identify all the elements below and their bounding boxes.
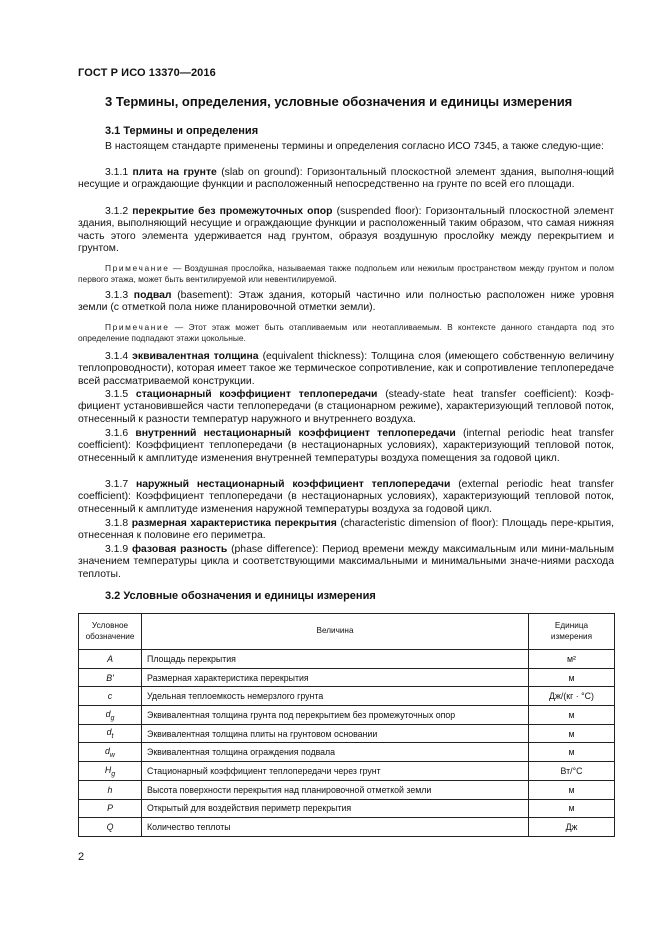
term-definition: Площадь пере-крытия, отнесенная к половине его периметра. xyxy=(78,518,615,542)
table-row xyxy=(79,780,615,799)
row-symbol xyxy=(79,668,142,687)
term-definition: Горизонтальный плоскостной элемент здания, выполняющий несущие и ограждающие функции и расположенный таким образом, что самая нижняя часть этого элемента удерживается над грунтом, образуя воздушную прослойку между перекрытием и грунтом. xyxy=(78,206,614,255)
term-number: 3.1.2 xyxy=(105,206,129,217)
table-row xyxy=(79,799,615,818)
symbol-main: Q xyxy=(106,822,114,833)
term-name: подвал xyxy=(133,290,172,301)
symbol-main: c xyxy=(107,691,113,702)
row-symbol xyxy=(79,799,142,818)
note-2 xyxy=(78,322,614,344)
symbol-main: d xyxy=(105,708,111,719)
term-definition: Толщина слоя (имеющего собственную величину теплопроводности), которая имеет такое же термическое сопротивление, как и сопротивление теплопередаче всей рассматриваемой конструкции. xyxy=(78,351,615,387)
term-definition: Коэффициент теплопередачи (в нестационарных условиях), характеризующий тепловой поток, отнесенный к амплитуде изменения внутренней температуры воздуха помещения за годовой цикл. xyxy=(78,440,614,464)
symbol-main: H xyxy=(104,764,112,775)
symbol-main: B' xyxy=(106,672,114,683)
term-name: перекрытие без промежуточных опор xyxy=(132,206,333,217)
table-row xyxy=(79,724,615,743)
row-description: Размерная характеристика перекрытия xyxy=(142,668,529,687)
symbol-subscript: g xyxy=(111,770,116,778)
table-row xyxy=(79,743,615,762)
term-3-1-7 xyxy=(78,479,614,516)
term-english: (external periodic heat transfer coefficient): xyxy=(78,479,614,503)
term-3-1-4 xyxy=(78,351,614,388)
row-symbol xyxy=(79,687,142,706)
row-description: Площадь перекрытия xyxy=(142,650,529,669)
term-number: 3.1.9 xyxy=(105,544,129,555)
page-number: 2 xyxy=(78,851,85,863)
symbol-subscript: w xyxy=(109,751,115,759)
row-description: Открытый для воздействия периметр перекрытия xyxy=(142,799,529,818)
row-description: Эквивалентная толщина ограждения подвала xyxy=(142,743,529,762)
note-label: Примечание xyxy=(105,322,170,332)
table-row xyxy=(79,762,615,781)
row-unit: м xyxy=(529,799,615,818)
row-description: Эквивалентная толщина грунта под перекрытием без промежуточных опор xyxy=(142,706,529,725)
table-row xyxy=(79,818,615,837)
term-name: фазовая разность xyxy=(131,544,228,555)
symbol-main: d xyxy=(105,745,110,756)
row-symbol xyxy=(79,706,142,725)
row-symbol xyxy=(79,724,142,743)
row-symbol xyxy=(79,743,142,762)
row-symbol xyxy=(79,780,142,799)
term-3-1-5 xyxy=(78,389,614,426)
term-english: (equivalent thickness): xyxy=(262,351,368,362)
row-unit: м² xyxy=(529,650,615,669)
term-3-1-2 xyxy=(78,206,614,256)
row-unit: Дж xyxy=(529,818,615,837)
document-header: ГОСТ Р ИСО 13370—2016 xyxy=(78,67,216,79)
term-number: 3.1.3 xyxy=(105,290,129,301)
term-number: 3.1.1 xyxy=(105,167,129,178)
term-english: (suspended floor): xyxy=(336,206,422,217)
table-row xyxy=(79,687,615,706)
table-body xyxy=(79,650,615,837)
term-definition: Горизонтальный плоскостной элемент здания, выполня-ющий несущие и ограждающие функции и расположенный непосредственно на грунте по всей его площади. xyxy=(78,167,615,191)
table-row xyxy=(79,668,615,687)
term-name: стационарный коэффициент теплопередачи xyxy=(135,389,378,400)
subsection-3-2-title: 3.2 Условные обозначения и единицы измерения xyxy=(105,590,376,602)
term-3-1-9 xyxy=(78,544,614,581)
term-number: 3.1.5 xyxy=(105,389,129,400)
term-name: наружный нестационарный коэффициент теплопередачи xyxy=(135,479,451,490)
term-english: (phase difference): xyxy=(231,544,319,555)
row-unit: м xyxy=(529,706,615,725)
symbol-main: h xyxy=(107,784,113,795)
row-description: Количество теплоты xyxy=(142,818,529,837)
term-name: эквивалентная толщина xyxy=(132,351,259,362)
term-number: 3.1.4 xyxy=(105,351,129,362)
symbols-table xyxy=(78,613,615,837)
row-description: Эквивалентная толщина плиты на грунтовом основании xyxy=(142,724,529,743)
note-label: Примечание xyxy=(105,263,170,273)
row-unit: Дж/(кг · °C) xyxy=(529,687,615,706)
term-definition: Этаж здания, который частично или полностью расположен ниже уровня земли (с отметкой пола ниже планировочной отметки земли). xyxy=(78,290,615,314)
term-number: 3.1.8 xyxy=(105,518,129,529)
term-definition: Коэффициент теплопередачи (в нестационарных условиях), характеризующий тепловой поток, отнесенный к амплитуде изменения наружной температуры воздуха за годовой цикл. xyxy=(78,491,614,515)
row-description: Высота поверхности перекрытия над планировочной отметкой земли xyxy=(142,780,529,799)
term-english: (slab on ground): xyxy=(221,167,303,178)
row-symbol xyxy=(79,818,142,837)
header-unit: Единица измерения xyxy=(529,614,615,650)
term-number: 3.1.7 xyxy=(105,479,129,490)
section-title: 3 Термины, определения, условные обозначения и единицы измерения xyxy=(105,94,573,109)
term-3-1-3 xyxy=(78,290,614,315)
row-description: Удельная теплоемкость немерзлого грунта xyxy=(142,687,529,706)
row-unit: м xyxy=(529,780,615,799)
header-quantity: Величина xyxy=(142,614,529,650)
subsection-3-1-title: 3.1 Термины и определения xyxy=(105,125,259,137)
table-row xyxy=(79,706,615,725)
term-3-1-6 xyxy=(78,428,614,465)
row-unit: м xyxy=(529,668,615,687)
note-text: — Этот этаж может быть отапливаемым или неотапливаемым. В контексте данного стандарта под это определение подпадают этажи цокольные. xyxy=(78,322,615,344)
note-1 xyxy=(78,263,614,285)
row-description: Стационарный коэффициент теплопередачи через грунт xyxy=(142,762,529,781)
header-symbol: Условное обозначение xyxy=(79,614,142,650)
term-name: внутренний нестационарный коэффициент теплопередачи xyxy=(135,428,456,439)
term-3-1-8 xyxy=(78,518,614,543)
term-english: (steady-state heat transfer coefficient): xyxy=(385,389,578,400)
term-english: (internal periodic heat transfer coefficient): xyxy=(78,428,614,452)
note-text: — Воздушная прослойка, называемая также подпольем или нежилым пространством между грунтом и полом первого этажа, может быть вентилируемой или невентилируемой. xyxy=(78,263,615,285)
term-3-1-1 xyxy=(78,167,614,192)
symbol-subscript: t xyxy=(111,732,114,740)
term-english: (basement): xyxy=(177,290,233,301)
row-unit: м xyxy=(529,724,615,743)
term-name: размерная характеристика перекрытия xyxy=(131,518,337,529)
intro-paragraph: В настоящем стандарте применены термины и определения согласно ИСО 7345, а также следую-щие: xyxy=(105,141,604,152)
term-definition: Коэф-фициент установившейся части теплопередачи (в стационарном режиме), характеризующий тепловой поток, отнесенный к разности температур наружного и внутреннего воздуха. xyxy=(78,389,614,425)
term-number: 3.1.6 xyxy=(105,428,129,439)
row-unit: Вт/°C xyxy=(529,762,615,781)
term-english: (characteristic dimension of floor): xyxy=(340,518,499,529)
term-definition: Период времени между максимальным или мини-мальным значением температуры цикла и соответствующими максимальными и минимальными значе-ниями расхода теплоты. xyxy=(78,544,614,580)
row-symbol xyxy=(79,650,142,669)
symbol-main: d xyxy=(106,727,112,738)
symbol-subscript: g xyxy=(110,714,115,722)
term-name: плита на грунте xyxy=(132,167,217,178)
table-header-row xyxy=(79,614,615,650)
symbol-main: P xyxy=(107,803,113,814)
row-symbol xyxy=(79,762,142,781)
table-row xyxy=(79,650,615,669)
row-unit: м xyxy=(529,743,615,762)
symbol-main: A xyxy=(107,653,113,664)
